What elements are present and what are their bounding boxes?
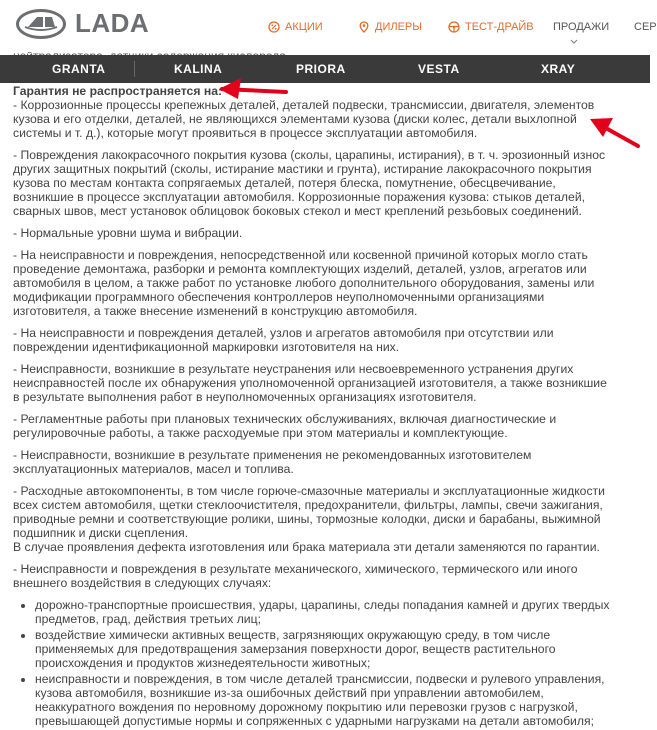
paragraph-1: - Коррозионные процессы крепежных деталей, деталей подвески, трансмиссии, двигателя, элементов кузова и его отделки, деталей, не являющихся элементами кузова (диски колес, детали выхлопной системы и т. д.), которые могут проявиться в процессе эксплуатации автомобиля.: [13, 98, 595, 140]
bullet-item: • воздействие химически активных веществ, загрязняющих окружающую среду, в том числе применяемых для предотвращения замерзания поверхности дорог, веществ растительного происхождения и продуктов жизнедеятельности животных;: [35, 628, 613, 670]
model-tab-kalina[interactable]: KALINA: [174, 62, 223, 76]
paragraph-5: - На неисправности и повреждения деталей, узлов и агрегатов автомобиля при отсутствии или повреждении идентификационной маркировки изготовителя на них.: [13, 326, 554, 354]
paragraph-2: - Повреждения лакокрасочного покрытия кузова (сколы, царапины, истирания), в т. ч. эрозионный износ других защитных покрытий (сколы, истирание мастики и грунта), истирание лакокрасочного покрытия кузова по местам контакта сопрягаемых деталей, потеря блеска, помутнение, обесцвечивание, возникшие в процессе эксплуатации автомобиля. Коррозионные поражения кузова: стыков деталей, сварных швов, мест установок облицовок боковых стекол и мест креплений резьбовых соединений.: [13, 148, 606, 218]
nav-label: СЕР: [634, 21, 657, 33]
paragraph-9: - Расходные автокомпоненты, в том числе горюче-смазочные материалы и эксплуатационные жидкости всех систем автомобиля, щетки стеклоочистителя, предохранители, фильтры, лампы, свечи зажигания, приводные ремни и соответствующие ролики, шины, тормозные колодки, диски и барабаны, выжимной подшипник и диски сцепления. В случае проявления дефекта изготовления или брака материала эти детали заменяются по гарантии.: [13, 484, 605, 554]
model-tab-xray[interactable]: XRAY: [541, 62, 576, 76]
paragraph-10: - Неисправности и повреждения в результате механического, химического, термического или иного внешнего воздействия в следующих случаях:: [13, 562, 578, 590]
nav-label: ПРОДАЖИ: [553, 21, 610, 33]
warranty-heading: Гарантия не распространяется на:: [13, 84, 223, 98]
bullet-item: • неисправности и повреждения, в том числе деталей трансмиссии, подвески и рулевого управления, кузова автомобиля, возникшие из-за ошибочных действий при управлении автомобилем, неаккуратного вождения по неровному дорожному покрытию или перевозки грузов с нагрузкой, превышающей допустимые нормы и сопряженных с ударными нагрузками на детали автомобиля;: [35, 672, 613, 728]
bullet-item: • дорожно-транспортные происшествия, удары, царапины, следы попадания камней и других твердых предметов, град, действия третьих лиц;: [35, 598, 613, 626]
model-tab-granta[interactable]: GRANTA: [52, 62, 106, 76]
paragraph-8: - Неисправности, возникшие в результате применения не рекомендованных изготовителем эксплуатационных материалов, масел и топлива.: [13, 448, 532, 476]
model-tab-priora[interactable]: PRIORA: [296, 62, 346, 76]
paragraph-3: - Нормальные уровни шума и вибрации.: [13, 226, 243, 240]
brand-name: LADA: [75, 8, 150, 38]
paragraph-6: - Неисправности, возникшие в результате неустранения или несвоевременного устранения других неисправностей после их обнаружения уполномоченной организацией изготовителя, а также возникшие в результате выполнения работ в неуполномоченных организациях изготовителя.: [13, 362, 607, 404]
model-tab-vesta[interactable]: VESTA: [418, 62, 460, 76]
paragraph-4: - На неисправности и повреждения, непосредственной или косвенной причиной которых могло стать проведение демонтажа, разборки и ремонта комплектующих изделий, деталей, узлов, агрегатов или автомобиля в целом, а также работ по установке любого дополнительного оборудования, замены или модификации программного обеспечения контроллеров неуполномоченными организациями изготовителя, а также внесение изменений в конструкцию автомобиля.: [13, 248, 595, 318]
nav-label: АКЦИИ: [285, 21, 323, 33]
paragraph-7: - Регламентные работы при плановых технических обслуживаниях, включая диагностические и регулировочные работы, а также расходуемые при этом материалы и комплектующие.: [13, 412, 557, 440]
nav-label: ДИЛЕРЫ: [375, 21, 422, 33]
red-arrow-left-icon: [219, 78, 286, 99]
nav-label: ТЕСТ-ДРАЙВ: [465, 21, 534, 33]
red-arrow-up-left-icon: [590, 118, 638, 146]
